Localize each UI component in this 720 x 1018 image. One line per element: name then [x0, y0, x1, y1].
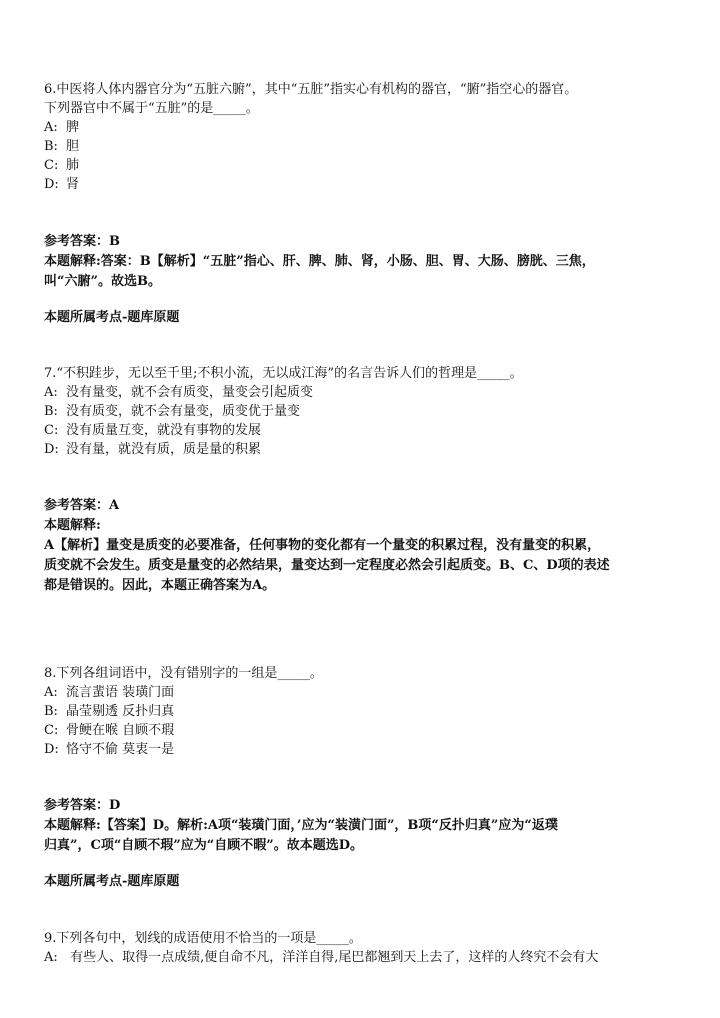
explanation: 本题解释:答案：B【解析】“五脏”指心、肝、脾、肺、肾，小肠、胆、胃、大肠、膀胱、三焦，	[44, 254, 595, 269]
option-a: A: 脾	[44, 120, 80, 135]
question-9	[44, 929, 674, 967]
source-note: 本题所属考点-题库原题	[44, 310, 180, 325]
question-7	[44, 364, 674, 459]
answer-block-8	[44, 796, 674, 856]
option-a: A: 流言蜚语 装璜门面	[44, 685, 175, 700]
option-c: C: 骨鲠在喉 自顾不瑕	[44, 723, 175, 738]
question-stem: 6.中医将人体内器官分为“五脏六腑”，其中“五脏”指实心有机构的器官，“腑”指空心的器官。	[44, 82, 578, 97]
option-a: A: 有些人、取得一点成绩,便自命不凡，洋洋自得,尾巴都翘到天上去了，这样的人终究不会有大	[44, 950, 599, 965]
question-8	[44, 664, 674, 759]
explanation: 质变就不会发生。质变是量变的必然结果，量变达到一定程度必然会引起质变。B、C、D项的表述	[44, 558, 610, 573]
answer-block-7	[44, 496, 674, 596]
explanation: 本题解释:【答案】D。解析:A项“装璜门面，’应为“装潢门面”，B项“反扑归真”应为“返璞	[44, 818, 558, 833]
option-b: B: 胆	[44, 139, 80, 154]
option-d: D: 恪守不偷 莫衷一是	[44, 742, 175, 757]
explanation: 归真”，C项“自顾不瑕”应为“自顾不暇”。故本题选D。	[44, 838, 364, 853]
source-note-8	[44, 872, 674, 892]
source-note-6	[44, 308, 674, 328]
question-stem: 8.下列各组词语中，没有错别字的一组是_____。	[44, 666, 323, 681]
question-stem: 下列器官中不属于“五脏”的是_____。	[44, 101, 259, 116]
answer-block-6	[44, 232, 674, 292]
explanation: A【解析】量变是质变的必要准备，任何事物的变化都有一个量变的积累过程，没有量变的积累，	[44, 538, 601, 553]
option-c: C: 没有质量互变，就没有事物的发展	[44, 423, 262, 438]
option-d: D: 肾	[44, 177, 80, 192]
option-b: B: 晶莹剔透 反扑归真	[44, 704, 175, 719]
question-stem: 7.“不积跬步，无以至千里;不积小流，无以成江海”的名言告诉人们的哲理是_____。	[44, 366, 523, 381]
explanation: 叫“六腑”。故选B。	[44, 274, 161, 289]
source-note: 本题所属考点-题库原题	[44, 874, 180, 889]
option-b: B: 没有质变，就不会有量变，质变优于量变	[44, 404, 301, 419]
option-d: D: 没有量，就没有质，质是量的积累	[44, 442, 262, 457]
reference-answer: 参考答案：A	[44, 498, 120, 513]
explanation-heading: 本题解释:	[44, 518, 101, 533]
explanation: 都是错误的。因此，本题正确答案为A。	[44, 578, 276, 593]
option-a: A: 没有量变，就不会有质变，量变会引起质变	[44, 385, 314, 400]
option-c: C: 肺	[44, 158, 80, 173]
reference-answer: 参考答案：B	[44, 234, 120, 249]
question-stem: 9.下列各句中，划线的成语使用不恰当的一项是_____。	[44, 931, 362, 946]
reference-answer: 参考答案：D	[44, 798, 121, 813]
question-6	[44, 80, 674, 194]
